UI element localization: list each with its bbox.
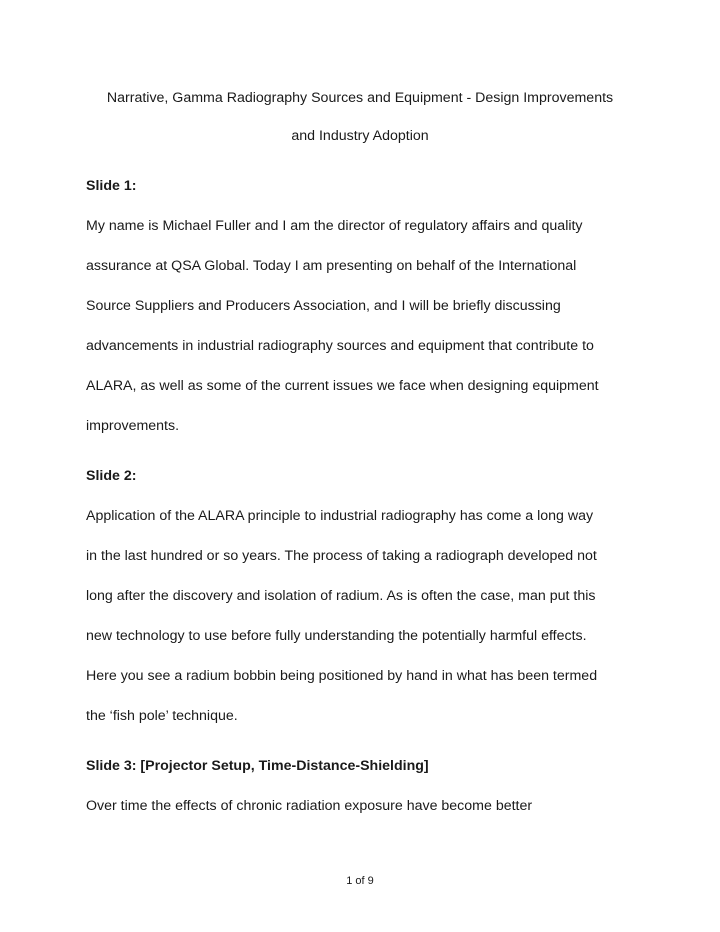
paragraph-line: long after the discovery and isolation of radium. As is often the case, man put this [86, 588, 596, 604]
document-title-line-1: Narrative, Gamma Radiography Sources and Equipment - Design Improvements [106, 90, 614, 106]
paragraph-line: in the last hundred or so years. The process of taking a radiograph developed not [86, 548, 597, 564]
document-title-line-2: and Industry Adoption [291, 128, 429, 144]
page-number: 1 of 9 [346, 875, 374, 887]
paragraph-line: improvements. [86, 418, 180, 434]
paragraph-line: Here you see a radium bobbin being positioned by hand in what has been termed [86, 668, 598, 684]
section-heading-slide-3: Slide 3: [Projector Setup, Time-Distance-Shielding] [86, 758, 429, 774]
paragraph-line: Over time the effects of chronic radiation exposure have become better [86, 798, 533, 814]
paragraph-line: new technology to use before fully understanding the potentially harmful effects. [86, 628, 587, 644]
paragraph-line: My name is Michael Fuller and I am the director of regulatory affairs and quality [86, 218, 583, 234]
paragraph-line: Application of the ALARA principle to industrial radiography has come a long way [86, 508, 594, 524]
paragraph-line: advancements in industrial radiography sources and equipment that contribute to [86, 338, 594, 354]
paragraph-line: ALARA, as well as some of the current issues we face when designing equipment [86, 378, 599, 394]
section-heading-slide-2: Slide 2: [86, 468, 137, 484]
paragraph-line: Source Suppliers and Producers Association, and I will be briefly discussing [86, 298, 561, 314]
section-heading-slide-1: Slide 1: [86, 178, 137, 194]
paragraph-line: the ‘fish pole’ technique. [86, 708, 238, 724]
paragraph-line: assurance at QSA Global. Today I am presenting on behalf of the International [86, 258, 577, 274]
